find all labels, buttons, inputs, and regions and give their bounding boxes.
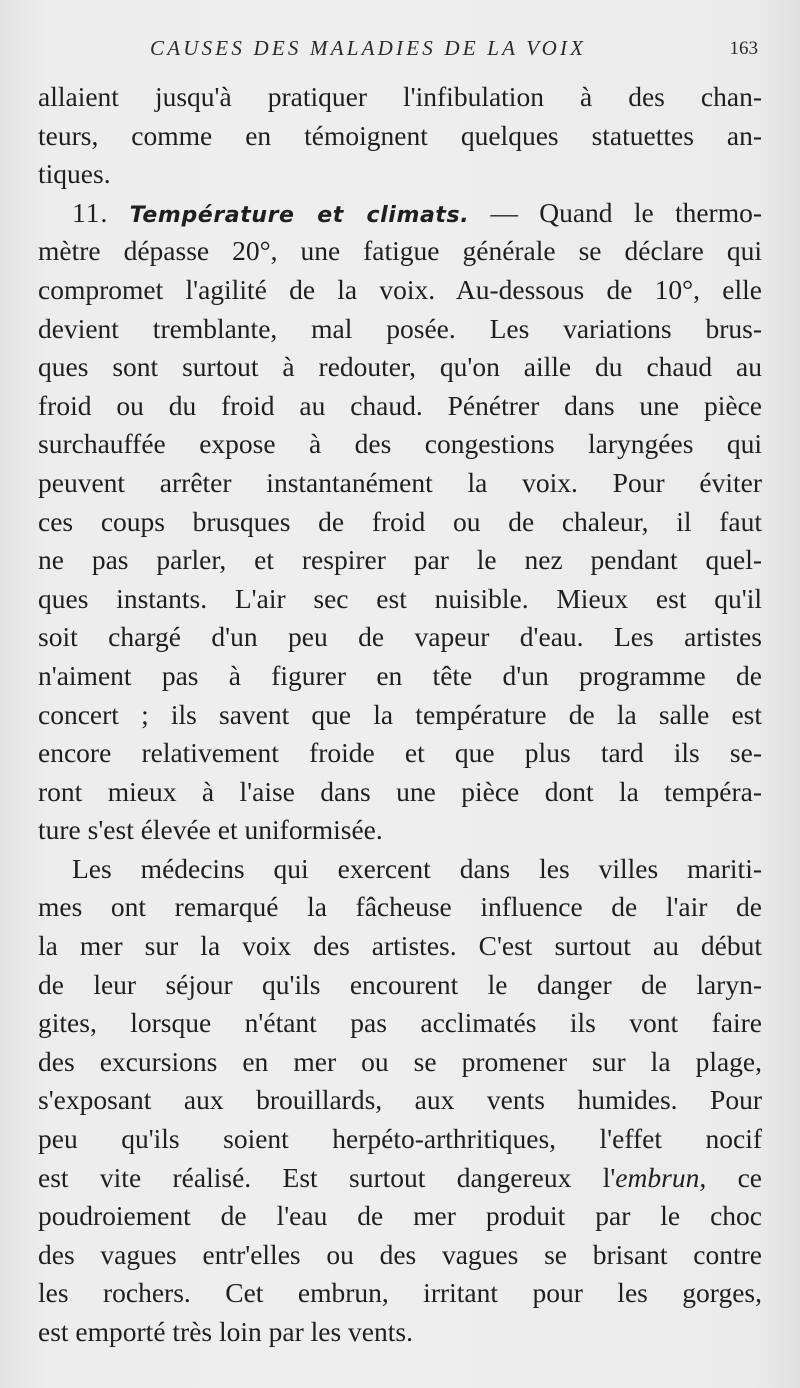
text-line: surchauffée expose à des congestions laryngées qui [38, 428, 762, 460]
text-line: ces coups brusques de froid ou de chaleur, il faut [38, 505, 762, 537]
text-line: gites, lorsque n'étant pas acclimatés ils vont faire [38, 1007, 762, 1039]
text-fragment: — Quand le thermo- [490, 196, 763, 228]
text-line: ques sont surtout à redouter, qu'on aille du chaud au [38, 351, 762, 383]
text-line: encore relativement froide et que plus tard ils se- [38, 737, 762, 769]
text-line: ront mieux à l'aise dans une pièce dont la tempéra- [38, 775, 762, 807]
text-line: mètre dépasse 20°, une fatigue générale se déclare qui [38, 235, 762, 267]
text-line: compromet l'agilité de la voix. Au-dessous de 10°, elle [38, 273, 762, 305]
running-title: CAUSES DES MALADIES DE LA VOIX [150, 36, 587, 60]
text-line: des vagues entr'elles ou des vagues se brisant contre [38, 1238, 762, 1270]
text-line: peuvent arrêter instantanément la voix. Pour éviter [38, 466, 762, 498]
section-heading-line [38, 194, 762, 233]
body-text [38, 78, 762, 1352]
text-line: mes ont remarqué la fâcheuse influence de l'air de [38, 891, 762, 923]
text-fragment: ce [706, 1161, 762, 1193]
text-line: allaient jusqu'à pratiquer l'infibulation à des chan- [38, 81, 762, 112]
text-line: ture s'est élevée et uniformisée. [38, 814, 383, 846]
text-line: peu qu'ils soient herpéto-arthritiques, l'effet nocif [38, 1123, 762, 1155]
text-line: s'exposant aux brouillards, aux vents humides. Pour [38, 1084, 762, 1116]
text-line: les rochers. Cet embrun, irritant pour les gorges, [38, 1277, 762, 1309]
text-line: est emporté très loin par les vents. [38, 1316, 413, 1347]
text-fragment: est vite réalisé. Est surtout dangereux l' [38, 1161, 616, 1193]
page-header [0, 36, 800, 64]
text-line: teurs, comme en témoignent quelques statuettes an- [38, 119, 762, 151]
text-line: ques instants. L'air sec est nuisible. Mieux est qu'il [38, 582, 762, 614]
text-line: tiques. [38, 158, 111, 190]
page-number: 163 [729, 38, 758, 59]
text-line: froid ou du froid au chaud. Pénétrer dans une pièce [38, 389, 762, 421]
text-line [38, 1159, 762, 1198]
text-line: Les médecins qui exercent dans les villes mariti- [72, 852, 762, 884]
text-line: concert ; ils savent que la température de la salle est [38, 698, 762, 730]
text-line: n'aiment pas à figurer en tête d'un programme de [38, 659, 762, 691]
text-line: la mer sur la voix des artistes. C'est surtout au début [38, 930, 762, 962]
text-line: ne pas parler, et respirer par le nez pendant quel- [38, 544, 762, 576]
italic-term: embrun, [615, 1161, 707, 1193]
text-line: des excursions en mer ou se promener sur la plage, [38, 1045, 762, 1077]
text-line: devient tremblante, mal posée. Les variations brus- [38, 312, 762, 344]
text-line: de leur séjour qu'ils encourent le danger de laryn- [38, 968, 762, 1000]
text-line: soit chargé d'un peu de vapeur d'eau. Les artistes [38, 621, 762, 653]
text-line: poudroiement de l'eau de mer produit par le choc [38, 1200, 762, 1232]
section-number: 11. [72, 196, 109, 228]
section-title: Température et climats. [129, 202, 470, 228]
